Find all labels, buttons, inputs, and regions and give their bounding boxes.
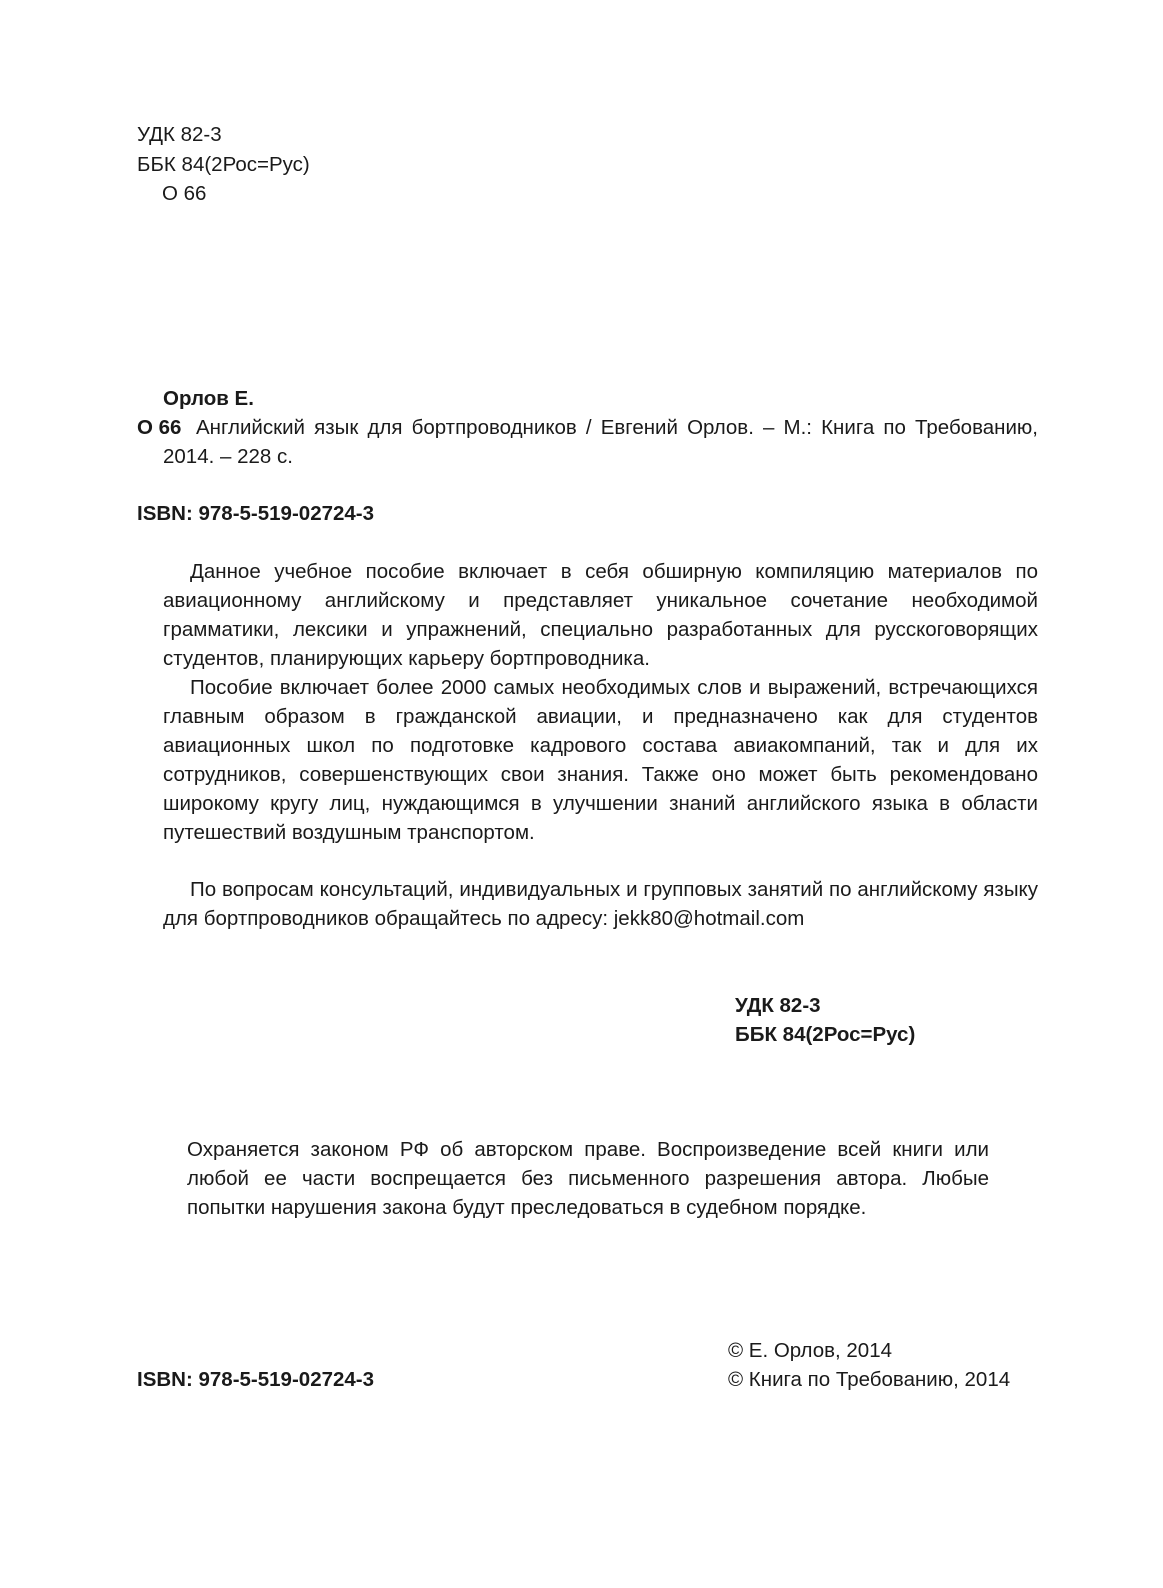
annotation-paragraph-1: Данное учебное пособие включает в себя обширную компиляцию материалов по авиационному английскому и представляет уникальное сочетание необходимой грамматики, лексики и упражнений, специально разработанных для русскоговорящих студентов, планирующих карьеру бортпроводника. bbox=[163, 560, 1038, 670]
bib-mark: О 66 bbox=[137, 416, 182, 439]
udk-code-top: УДК 82-3 bbox=[137, 123, 222, 146]
copyright-author: © Е. Орлов, 2014 bbox=[728, 1339, 892, 1362]
copyright-notice bbox=[187, 1135, 989, 1222]
bib-title-line2: 2014. – 228 с. bbox=[163, 445, 293, 468]
annotation-block bbox=[163, 557, 1038, 847]
bib-title-line1: Английский язык для бортпроводников / Евгений Орлов. – М.: Книга по Требованию, bbox=[196, 416, 1038, 439]
annotation-paragraph-2: Пособие включает более 2000 самых необходимых слов и выражений, встречающихся главным образом в гражданской авиации, и предназначено как для студентов авиационных школ по подготовке кадрового состава авиакомпаний, так и для их сотрудников, совершенствующих свои знания. Также оно может быть рекомендовано широкому кругу лиц, нуждающимся в улучшении знаний английского языка в области путешествий воздушным транспортом. bbox=[163, 676, 1038, 844]
bbk-code-top: ББК 84(2Рос=Рус) bbox=[137, 153, 310, 176]
isbn-top: ISBN: 978-5-519-02724-3 bbox=[137, 502, 375, 525]
udk-code-right: УДК 82-3 bbox=[735, 994, 821, 1017]
isbn-bottom: ISBN: 978-5-519-02724-3 bbox=[137, 1368, 375, 1391]
bib-author: Орлов Е. bbox=[163, 387, 254, 410]
contact-block bbox=[163, 875, 1038, 933]
copyright-notice-text: Охраняется законом РФ об авторском праве. Воспроизведение всей книги или любой ее части воспрещается без письменного разрешения автора. Любые попытки нарушения закона будут преследоваться в судебном порядке. bbox=[187, 1138, 989, 1219]
bbk-code-right: ББК 84(2Рос=Рус) bbox=[735, 1023, 916, 1046]
contact-paragraph: По вопросам консультаций, индивидуальных и групповых занятий по английскому языку для бортпроводников обращайтесь по адресу: jekk80@hotmail.com bbox=[163, 878, 1038, 930]
author-mark-top: О 66 bbox=[162, 182, 207, 205]
copyright-publisher: © Книга по Требованию, 2014 bbox=[728, 1368, 1011, 1391]
